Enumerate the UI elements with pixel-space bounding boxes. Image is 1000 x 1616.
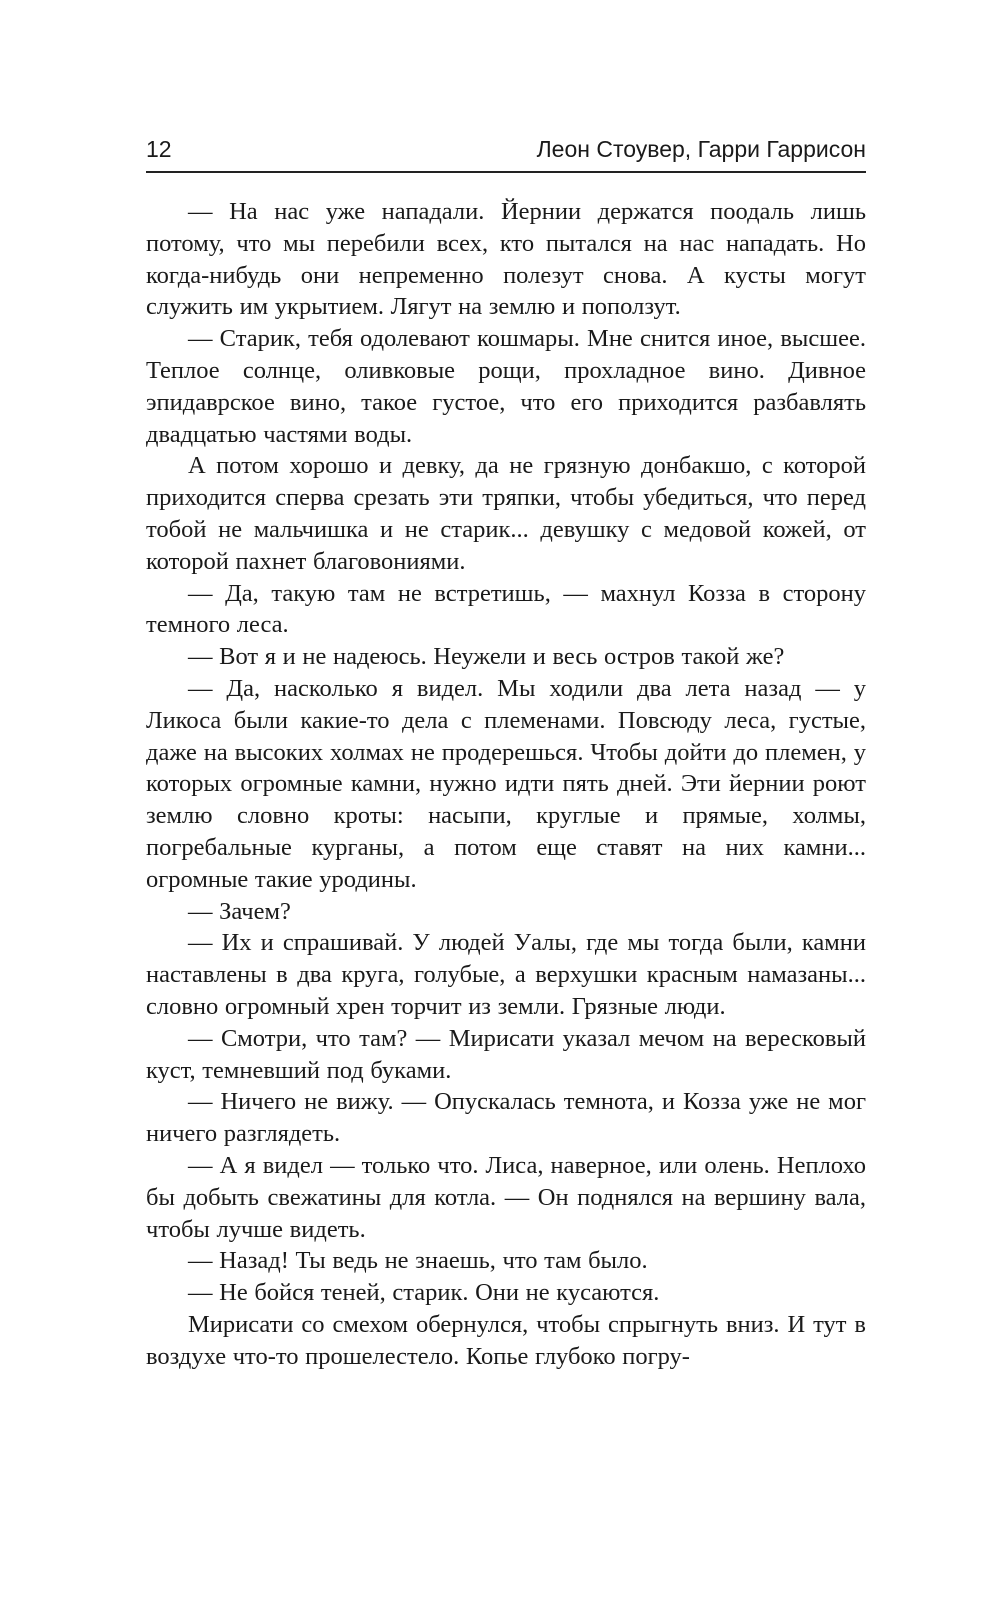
paragraph: — Вот я и не надеюсь. Неужели и весь остров такой же? [188, 643, 785, 671]
paragraph: — Да, насколько я видел. Мы ходили два лета назад — у Ликоса были какие-то дела с племенами. Повсюду леса, густые, даже на высоких холмах не продерешься. Чтобы дойти до племен, у которых огромные камни, нужно идти пять дней. Эти йернии роют землю словно кроты: насыпи, круглые и прямые, холмы, погребальные курганы, а потом еще ставят на них камни... огромные такие уродины. [146, 674, 866, 893]
paragraph: — На нас уже нападали. Йернии держатся поодаль лишь потому, что мы перебили всех, кто пытался на нас нападать. Но когда-нибудь они непременно полезут снова. А кусты могут служить им укрытием. Лягут на землю и поползут. [146, 198, 866, 321]
paragraph: — Ничего не вижу. — Опускалась темнота, и Козза уже не мог ничего разглядеть. [146, 1088, 866, 1148]
paragraph: — Да, такую там не встретишь, — махнул Козза в сторону темного леса. [146, 579, 866, 639]
page-header [146, 132, 866, 172]
page-number: 12 [146, 136, 172, 162]
paragraph: — Смотри, что там? — Мирисати указал мечом на вересковый куст, темневший под буками. [146, 1024, 866, 1084]
body-text [146, 196, 866, 1372]
paragraph: — Зачем? [188, 897, 291, 925]
running-title: Леон Стоувер, Гарри Гаррисон [536, 136, 866, 162]
paragraph: — Не бойся теней, старик. Они не кусаются. [188, 1279, 660, 1307]
paragraph: Мирисати со смехом обернулся, чтобы спрыгнуть вниз. И тут в воздухе что-то прошелестело. Копье глубоко погру- [146, 1310, 866, 1370]
paragraph: — Старик, тебя одолевают кошмары. Мне снится иное, высшее. Теплое солнце, оливковые рощи, прохладное вино. Дивное эпидаврское вино, такое густое, что его приходится разбавлять двадцатью частями воды. [146, 325, 866, 448]
header-rule [146, 171, 866, 173]
paragraph: — Их и спрашивай. У людей Уалы, где мы тогда были, камни наставлены в два круга, голубые, а верхушки красным намазаны... словно огромный хрен торчит из земли. Грязные люди. [146, 929, 866, 1020]
paragraph: — Назад! Ты ведь не знаешь, что там было. [188, 1247, 648, 1275]
paragraph: — А я видел — только что. Лиса, наверное, или олень. Неплохо бы добыть свежатины для котла. — Он поднялся на вершину вала, чтобы лучше видеть. [146, 1151, 866, 1243]
paragraph: А потом хорошо и девку, да не грязную донбакшо, с которой приходится сперва срезать эти тряпки, чтобы убедиться, что перед тобой не мальчишка и не старик... девушку с медовой кожей, от которой пахнет благовониями. [146, 452, 866, 575]
